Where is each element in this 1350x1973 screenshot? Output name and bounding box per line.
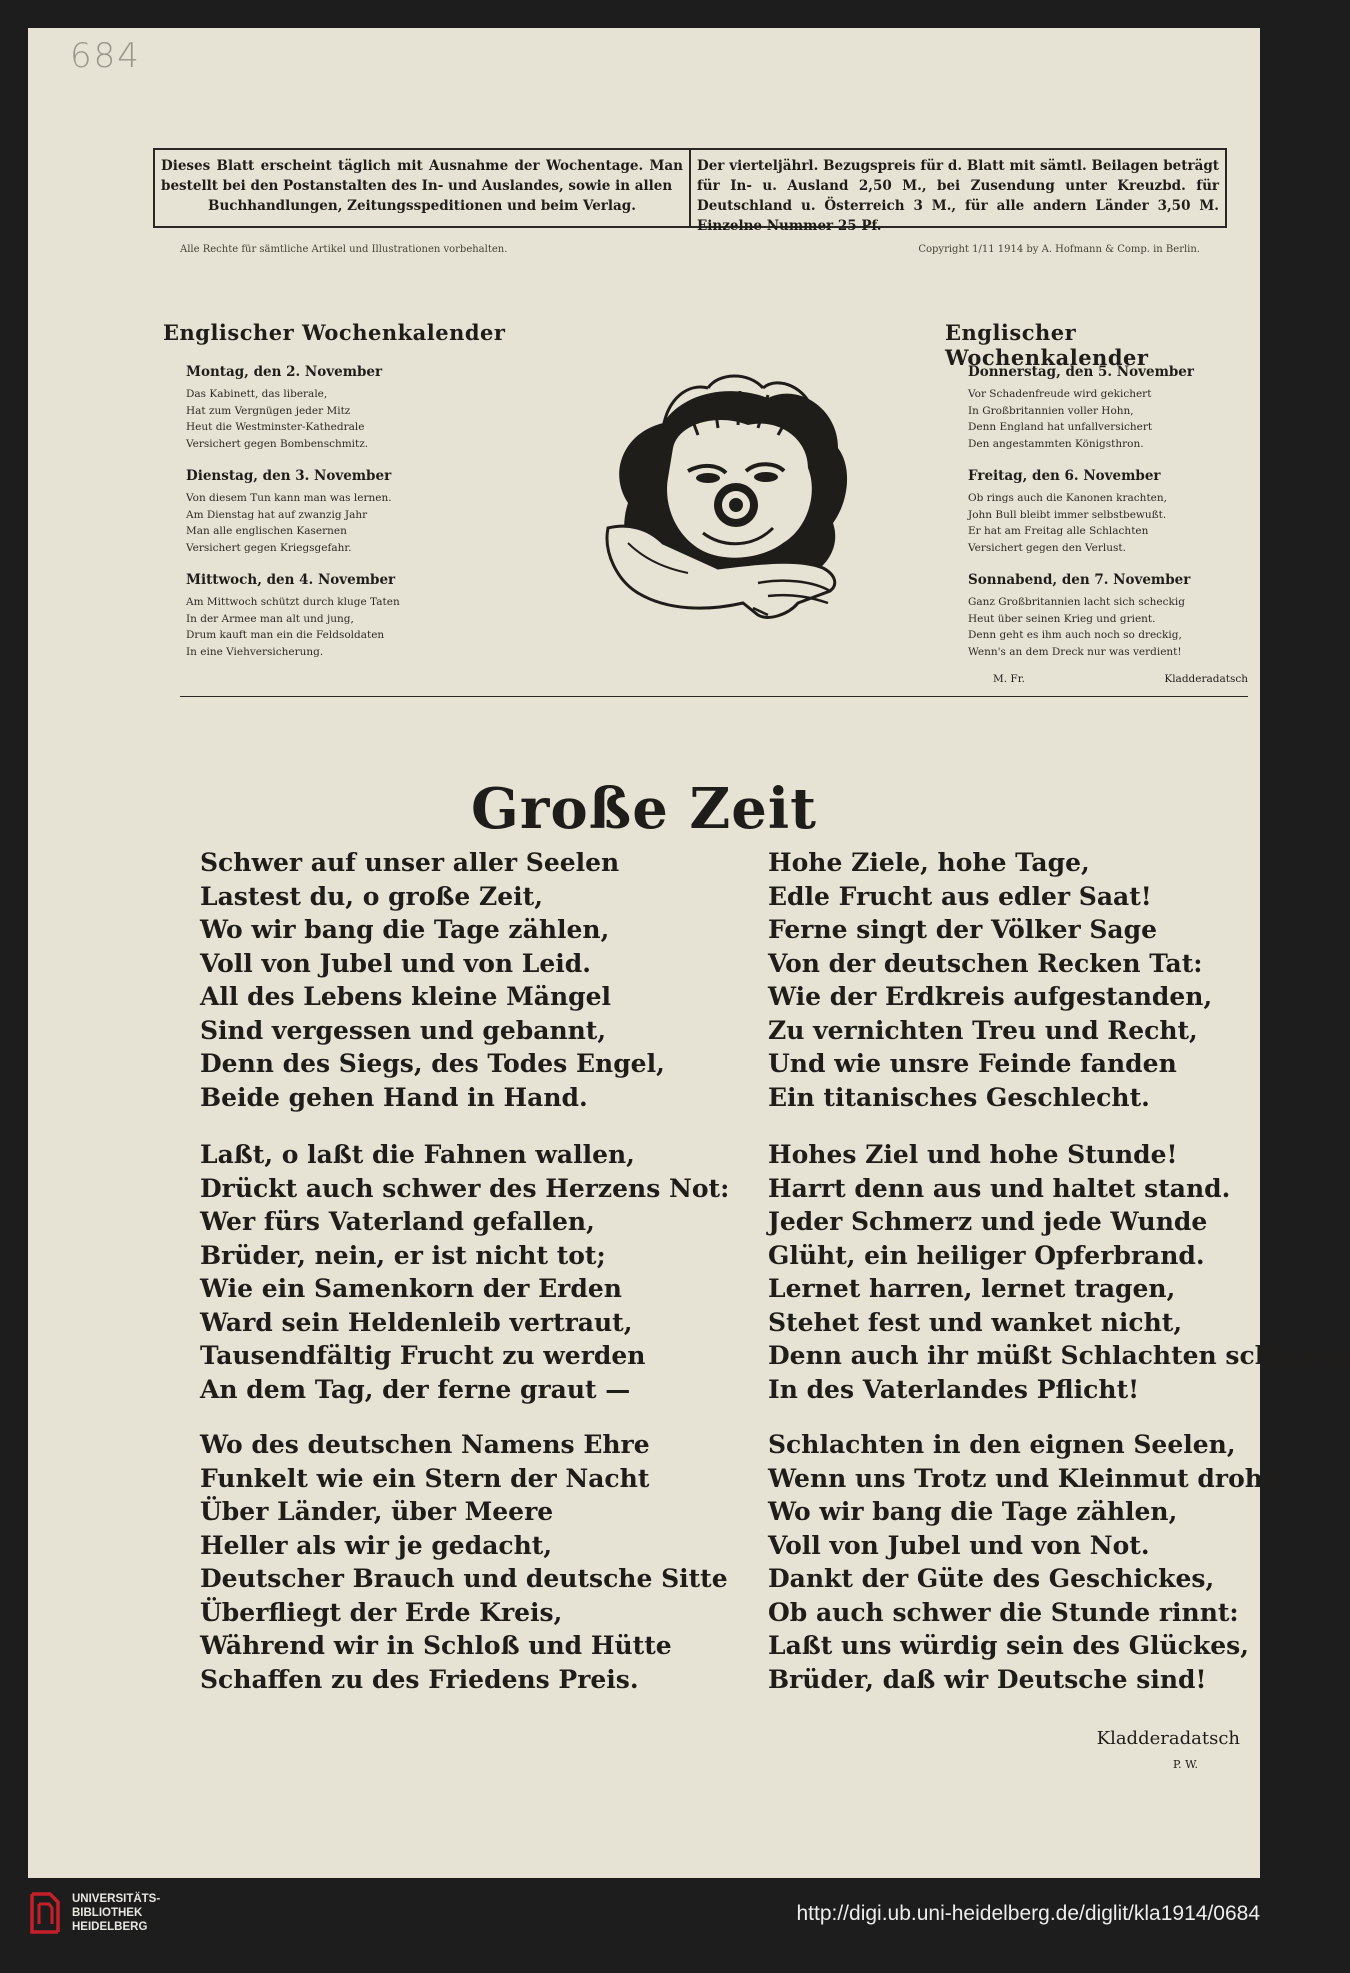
verse-line: Man alle englischen Kasernen — [186, 525, 347, 537]
poem-title: Große Zeit — [471, 776, 817, 842]
poem-line: Voll von Jubel und von Leid. — [200, 948, 591, 978]
source-url-link[interactable]: http://digi.ub.uni-heidelberg.de/diglit/kla1914/0684 — [796, 1902, 1260, 1925]
poem-line: Drückt auch schwer des Herzens Not: — [200, 1173, 730, 1203]
verse-line: In eine Viehversicherung. — [186, 645, 324, 658]
poem-line: Schaffen zu des Friedens Preis. — [200, 1664, 639, 1694]
poem-line: Dankt der Güte des Geschickes, — [768, 1564, 1215, 1593]
verse-line: Hat zum Vergnügen jeder Mitz — [186, 404, 351, 417]
poem-line: Ward sein Heldenleib vertraut, — [200, 1307, 633, 1337]
poem-line: Voll von Jubel und von Not. — [768, 1530, 1150, 1560]
verse-line: In der Armee man alt und jung, — [186, 612, 354, 625]
newspaper-page — [28, 28, 1350, 1878]
library-name — [72, 1892, 160, 1934]
poem-line: Edle Frucht aus edler Saat! — [768, 881, 1152, 911]
poem-line: An dem Tag, der ferne graut — — [200, 1374, 631, 1404]
kalender-source: Kladderadatsch — [1164, 673, 1248, 685]
info-right-line: Der vierteljährl. Bezugspreis für d. Blatt mit sämtl. Beilagen beträgt für — [697, 158, 1219, 194]
info-right-line: In- u. Ausland 2,50 M., bei Zusendung unter Kreuzbd. für Deutschland u. — [697, 178, 1219, 214]
poem-line: Ferne singt der Völker Sage — [768, 915, 1158, 944]
poem-line: Deutscher Brauch und deutsche Sitte — [200, 1564, 728, 1593]
verse-line: Ganz Großbritannien lacht sich scheckig — [968, 596, 1185, 608]
poem-line: Wo des deutschen Namens Ehre — [200, 1430, 650, 1459]
john-bull-caricature-illustration — [568, 353, 888, 633]
poem-line: Von der deutschen Recken Tat: — [768, 948, 1203, 978]
poem-line: In des Vaterlandes Pflicht! — [768, 1374, 1140, 1404]
verse-line: Denn England hat unfallversichert — [968, 421, 1153, 433]
verse-line: Vor Schadenfreude wird gekichert — [968, 388, 1152, 400]
poem-line: Funkelt wie ein Stern der Nacht — [200, 1463, 650, 1493]
verse-line: Den angestammten Königsthron. — [968, 437, 1144, 450]
verse-line: In Großbritannien voller Hohn, — [968, 404, 1134, 417]
poem-line: Heller als wir je gedacht, — [200, 1530, 553, 1560]
verse-line: Versichert gegen Kriegsgefahr. — [186, 541, 352, 554]
poem-line: Denn auch ihr müßt Schlachten schlagen — [768, 1341, 1350, 1370]
kalender-author: M. Fr. — [993, 673, 1025, 685]
poem-source: Kladderadatsch — [1096, 1728, 1240, 1749]
poem-line: Ob auch schwer die Stunde rinnt: — [768, 1597, 1239, 1627]
kalender-verse — [186, 594, 400, 660]
poem-line: Stehet fest und wanket nicht, — [768, 1307, 1183, 1337]
poem-line: Wer fürs Vaterland gefallen, — [200, 1207, 595, 1236]
poem-line: Tausendfältig Frucht zu werden — [200, 1341, 646, 1370]
library-name-line: UNIVERSITÄTS- — [72, 1893, 161, 1905]
poem-line: Überfliegt der Erde Kreis, — [200, 1597, 563, 1627]
poem-initials: P. W. — [1172, 1758, 1198, 1771]
info-left-line: bestellt bei den Postanstalten des In- und Auslandes, sowie in allen — [161, 178, 673, 194]
poem-line: Glüht, ein heiliger Opferbrand. — [768, 1240, 1205, 1270]
kalender-day: Freitag, den 6. November — [968, 468, 1161, 484]
verse-line: Am Dienstag hat auf zwanzig Jahr — [186, 508, 368, 521]
kalender-day: Mittwoch, den 4. November — [186, 572, 396, 588]
info-right-line: Österreich 3 M., für alle andern Länder 3,50 M. Einzelne Nummer 25 Pf. — [697, 198, 1220, 234]
poem-line: Lastest du, o große Zeit, — [200, 881, 543, 911]
verse-line: Er hat am Freitag alle Schlachten — [968, 525, 1149, 537]
copyright-note: Copyright 1/11 1914 by A. Hofmann & Comp. in Berlin. — [918, 244, 1200, 255]
poem-line: Und wie unsre Feinde fanden — [768, 1049, 1177, 1078]
poem-line: Jeder Schmerz und jede Wunde — [768, 1207, 1208, 1236]
poem-line: Während wir in Schloß und Hütte — [200, 1631, 672, 1660]
kalender-title-right: Englischer Wochenkalender — [945, 320, 1149, 370]
poem-line: All des Lebens kleine Mängel — [200, 982, 612, 1011]
section-divider — [180, 696, 1248, 697]
kalender-day: Donnerstag, den 5. November — [968, 364, 1195, 380]
kalender-title-left: Englischer Wochenkalender — [163, 320, 506, 345]
university-library-logo-icon — [28, 1890, 62, 1936]
subscription-info-box — [153, 148, 1227, 234]
library-name-line: BIBLIOTHEK — [72, 1907, 143, 1919]
verse-line: Am Mittwoch schützt durch kluge Taten — [186, 596, 400, 608]
library-name-line: HEIDELBERG — [72, 1921, 148, 1933]
kalender-verse — [968, 594, 1185, 660]
poem-line: Lernet harren, lernet tragen, — [768, 1274, 1176, 1303]
verse-line: Versichert gegen den Verlust. — [968, 541, 1126, 554]
verse-line: Heut die Westminster-Kathedrale — [186, 421, 365, 433]
poem-stanza — [200, 1138, 729, 1406]
poem-line: Wo wir bang die Tage zählen, — [768, 1497, 1178, 1526]
poem-line: Hohe Ziele, hohe Tage, — [768, 848, 1090, 877]
poem-line: Laßt, o laßt die Fahnen wallen, — [200, 1140, 635, 1169]
poem-stanza — [200, 846, 665, 1114]
pencil-page-number: 684 — [70, 36, 141, 76]
poem-line: Wo wir bang die Tage zählen, — [200, 915, 610, 944]
verse-line: Wenn's an dem Dreck nur was verdient! — [968, 645, 1182, 658]
poem-line: Wie ein Samenkorn der Erden — [200, 1274, 622, 1303]
poem-line: Wenn uns Trotz und Kleinmut droht, — [768, 1463, 1284, 1493]
poem-line: Denn des Siegs, des Todes Engel, — [200, 1049, 665, 1078]
poem-line: Über Länder, über Meere — [200, 1497, 554, 1526]
verse-line: John Bull bleibt immer selbstbewußt. — [968, 508, 1167, 521]
kalender-day: Dienstag, den 3. November — [186, 468, 392, 484]
kalender-day: Montag, den 2. November — [186, 364, 383, 380]
poem-line: Schwer auf unser aller Seelen — [200, 848, 620, 877]
kalender-signature — [993, 673, 1248, 685]
poem-line: Brüder, nein, er ist nicht tot; — [200, 1240, 606, 1270]
poem-stanza — [200, 1428, 728, 1696]
poem-stanza — [768, 1428, 1283, 1696]
kalender-verse — [186, 490, 392, 556]
poem-line: Harrt denn aus und haltet stand. — [768, 1173, 1231, 1203]
poem-line: Sind vergessen und gebannt, — [200, 1015, 607, 1045]
kalender-verse — [186, 386, 368, 452]
info-left-line: Dieses Blatt erscheint täglich mit Ausnahme der Wochentage. Man — [161, 158, 683, 174]
subscription-info-right — [691, 150, 1225, 234]
verse-line: Denn geht es ihm auch noch so dreckig, — [968, 629, 1182, 641]
poem-line: Wie der Erdkreis aufgestanden, — [768, 982, 1213, 1011]
poem-line: Beide gehen Hand in Hand. — [200, 1082, 588, 1112]
verse-line: Das Kabinett, das liberale, — [186, 388, 328, 400]
verse-line: Heut über seinen Krieg und grient. — [968, 612, 1156, 625]
poem-line: Schlachten in den eignen Seelen, — [768, 1430, 1236, 1459]
verse-line: Von diesem Tun kann man was lernen. — [186, 492, 392, 504]
verse-line: Ob rings auch die Kanonen krachten, — [968, 492, 1167, 504]
kalender-verse — [968, 490, 1167, 556]
kalender-day: Sonnabend, den 7. November — [968, 572, 1191, 588]
poem-line: Zu vernichten Treu und Recht, — [768, 1015, 1198, 1045]
poem-line: Brüder, daß wir Deutsche sind! — [768, 1664, 1207, 1694]
verse-line: Drum kauft man ein die Feldsoldaten — [186, 629, 385, 641]
poem-stanza — [768, 1138, 1350, 1406]
verse-line: Versichert gegen Bombenschmitz. — [186, 437, 369, 450]
poem-line: Hohes Ziel und hohe Stunde! — [768, 1140, 1178, 1169]
kalender-verse — [968, 386, 1152, 452]
info-left-line: Buchhandlungen, Zeitungsspeditionen und beim Verlag. — [208, 198, 636, 214]
subscription-info-left — [155, 150, 691, 226]
rights-note: Alle Rechte für sämtliche Artikel und Illustrationen vorbehalten. — [180, 244, 508, 255]
poem-line: Laßt uns würdig sein des Glückes, — [768, 1631, 1249, 1660]
poem-line: Ein titanisches Geschlecht. — [768, 1082, 1150, 1112]
poem-stanza — [768, 846, 1212, 1114]
library-logo[interactable] — [28, 1890, 160, 1936]
